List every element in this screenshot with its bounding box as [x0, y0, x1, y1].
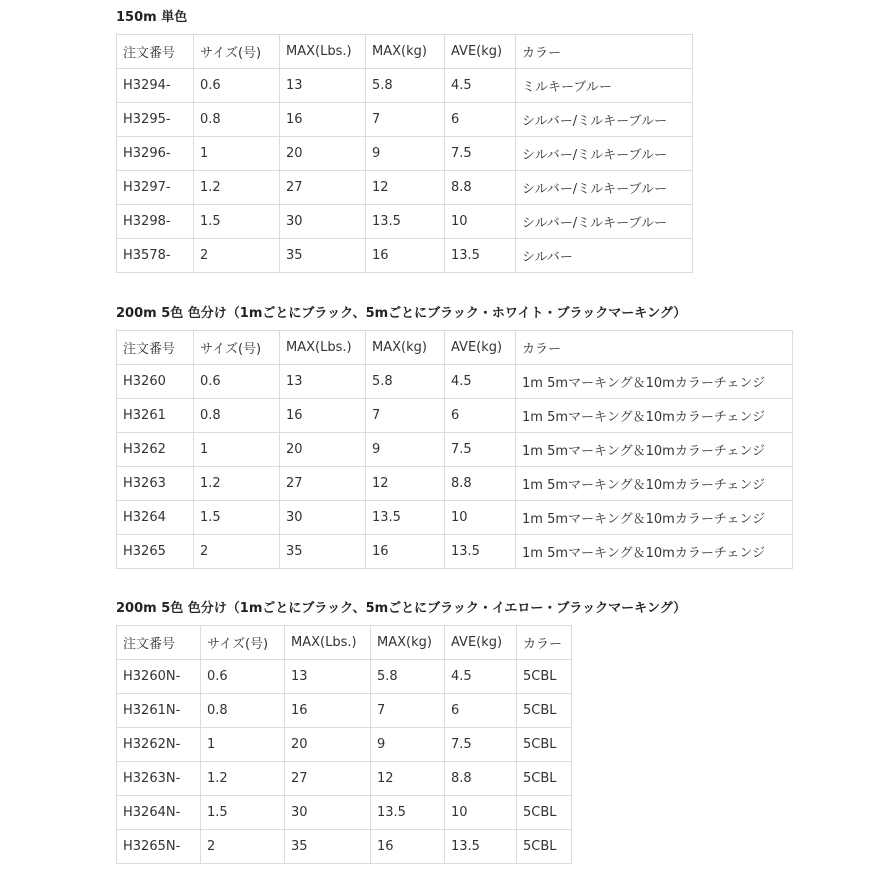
table-cell: H3262: [117, 433, 194, 467]
table-cell: 1m 5mマーキング＆10mカラーチェンジ: [516, 501, 793, 535]
table-cell: 0.8: [194, 399, 280, 433]
table-cell: 1.2: [194, 171, 280, 205]
table-cell: 20: [280, 433, 366, 467]
table-row: [117, 535, 793, 569]
section-title: 150m 単色: [116, 10, 188, 25]
table-cell: H3264N-: [117, 796, 201, 830]
column-header: MAX(Lbs.): [280, 35, 366, 69]
column-header: サイズ(号): [194, 331, 280, 365]
column-header: カラー: [516, 331, 793, 365]
column-header: MAX(kg): [366, 35, 445, 69]
table-row: [117, 171, 693, 205]
column-header: カラー: [517, 626, 572, 660]
column-header: MAX(kg): [371, 626, 445, 660]
table-cell: 13.5: [445, 239, 516, 273]
table-row: [117, 399, 793, 433]
table-row: [117, 694, 572, 728]
table-cell: 16: [366, 535, 445, 569]
table-cell: 8.8: [445, 762, 517, 796]
table-cell: H3297-: [117, 171, 194, 205]
column-header: MAX(Lbs.): [280, 331, 366, 365]
table-cell: 5CBL: [517, 830, 572, 864]
table-cell: 10: [445, 796, 517, 830]
column-header: MAX(kg): [366, 331, 445, 365]
section-150m: [116, 8, 693, 273]
table-cell: 1.5: [201, 796, 285, 830]
table-cell: 1.2: [194, 467, 280, 501]
column-header: AVE(kg): [445, 331, 516, 365]
table-row: [117, 433, 793, 467]
table-cell: 35: [285, 830, 371, 864]
table-cell: H3261N-: [117, 694, 201, 728]
table-cell: 1m 5mマーキング＆10mカラーチェンジ: [516, 433, 793, 467]
table-row: [117, 728, 572, 762]
table-cell: 2: [201, 830, 285, 864]
table-cell: 16: [371, 830, 445, 864]
table-cell: 13.5: [445, 535, 516, 569]
table-cell: 35: [280, 239, 366, 273]
table-cell: 2: [194, 239, 280, 273]
table-cell: シルバー/ミルキーブルー: [516, 137, 693, 171]
column-header: MAX(Lbs.): [285, 626, 371, 660]
table-cell: 1m 5mマーキング＆10mカラーチェンジ: [516, 399, 793, 433]
table-cell: 5.8: [371, 660, 445, 694]
table-cell: 13.5: [445, 830, 517, 864]
table-cell: 1.5: [194, 205, 280, 239]
table-cell: H3263N-: [117, 762, 201, 796]
table-cell: 5CBL: [517, 796, 572, 830]
table-cell: 0.8: [194, 103, 280, 137]
table-row: [117, 796, 572, 830]
table-row: [117, 830, 572, 864]
table-cell: シルバー: [516, 239, 693, 273]
table-cell: 7.5: [445, 433, 516, 467]
table-cell: 30: [285, 796, 371, 830]
table-cell: 16: [366, 239, 445, 273]
table-cell: H3262N-: [117, 728, 201, 762]
table-cell: 7.5: [445, 728, 517, 762]
table-cell: 8.8: [445, 171, 516, 205]
table-cell: 1: [194, 433, 280, 467]
table-cell: H3265: [117, 535, 194, 569]
table-cell: 27: [280, 467, 366, 501]
table-cell: H3260N-: [117, 660, 201, 694]
table-row: [117, 501, 793, 535]
table-cell: 12: [366, 171, 445, 205]
table-cell: 9: [371, 728, 445, 762]
table-cell: 30: [280, 501, 366, 535]
table-cell: 27: [285, 762, 371, 796]
column-header: サイズ(号): [194, 35, 280, 69]
table-row: [117, 205, 693, 239]
table-cell: 7: [366, 399, 445, 433]
section-title: 200m 5色 色分け（1mごとにブラック、5mごとにブラック・ホワイト・ブラックマーキング）: [116, 306, 687, 321]
table-cell: 20: [280, 137, 366, 171]
table-cell: 13.5: [366, 205, 445, 239]
table-cell: 20: [285, 728, 371, 762]
table-cell: 16: [285, 694, 371, 728]
table-cell: H3295-: [117, 103, 194, 137]
table-cell: 5.8: [366, 69, 445, 103]
table-row: [117, 762, 572, 796]
table-row: [117, 69, 693, 103]
spec-table: [116, 625, 572, 864]
table-cell: 2: [194, 535, 280, 569]
table-cell: シルバー/ミルキーブルー: [516, 205, 693, 239]
table-cell: 5.8: [366, 365, 445, 399]
table-cell: 5CBL: [517, 694, 572, 728]
table-cell: 10: [445, 205, 516, 239]
table-cell: 30: [280, 205, 366, 239]
table-cell: 1m 5mマーキング＆10mカラーチェンジ: [516, 365, 793, 399]
table-cell: 1: [201, 728, 285, 762]
table-header-row: [117, 35, 693, 69]
table-cell: 13.5: [371, 796, 445, 830]
table-cell: 4.5: [445, 365, 516, 399]
table-cell: H3263: [117, 467, 194, 501]
table-cell: ミルキーブルー: [516, 69, 693, 103]
table-cell: 7.5: [445, 137, 516, 171]
spec-table: [116, 330, 793, 569]
table-cell: 13: [285, 660, 371, 694]
table-row: [117, 365, 793, 399]
table-row: [117, 467, 793, 501]
table-row: [117, 660, 572, 694]
table-row: [117, 239, 693, 273]
table-cell: 12: [371, 762, 445, 796]
table-cell: H3296-: [117, 137, 194, 171]
table-row: [117, 137, 693, 171]
table-row: [117, 103, 693, 137]
table-cell: 13: [280, 69, 366, 103]
table-cell: 0.6: [194, 365, 280, 399]
column-header: カラー: [516, 35, 693, 69]
table-cell: 0.6: [201, 660, 285, 694]
table-cell: 16: [280, 399, 366, 433]
table-cell: 16: [280, 103, 366, 137]
table-cell: 13.5: [366, 501, 445, 535]
table-cell: 6: [445, 694, 517, 728]
table-cell: 9: [366, 137, 445, 171]
table-cell: 8.8: [445, 467, 516, 501]
table-cell: 5CBL: [517, 728, 572, 762]
table-cell: H3298-: [117, 205, 194, 239]
table-cell: 0.8: [201, 694, 285, 728]
table-cell: 0.6: [194, 69, 280, 103]
table-cell: 1.5: [194, 501, 280, 535]
section-200m-white-marking: [116, 304, 793, 569]
table-cell: 4.5: [445, 660, 517, 694]
section-title: 200m 5色 色分け（1mごとにブラック、5mごとにブラック・イエロー・ブラックマーキング）: [116, 601, 687, 616]
table-cell: シルバー/ミルキーブルー: [516, 103, 693, 137]
table-cell: H3265N-: [117, 830, 201, 864]
table-cell: 1m 5mマーキング＆10mカラーチェンジ: [516, 535, 793, 569]
column-header: AVE(kg): [445, 626, 517, 660]
table-header-row: [117, 626, 572, 660]
table-cell: 35: [280, 535, 366, 569]
table-cell: 1: [194, 137, 280, 171]
table-cell: H3294-: [117, 69, 194, 103]
table-cell: 9: [366, 433, 445, 467]
table-cell: 7: [371, 694, 445, 728]
table-cell: H3260: [117, 365, 194, 399]
table-cell: 1m 5mマーキング＆10mカラーチェンジ: [516, 467, 793, 501]
column-header: サイズ(号): [201, 626, 285, 660]
table-cell: 5CBL: [517, 762, 572, 796]
table-cell: 10: [445, 501, 516, 535]
column-header: 注文番号: [117, 331, 194, 365]
column-header: AVE(kg): [445, 35, 516, 69]
table-cell: 13: [280, 365, 366, 399]
spec-table: [116, 34, 693, 273]
table-cell: 5CBL: [517, 660, 572, 694]
column-header: 注文番号: [117, 35, 194, 69]
section-200m-yellow-marking: [116, 599, 686, 864]
table-cell: シルバー/ミルキーブルー: [516, 171, 693, 205]
table-cell: H3261: [117, 399, 194, 433]
column-header: 注文番号: [117, 626, 201, 660]
table-cell: 1.2: [201, 762, 285, 796]
table-cell: 7: [366, 103, 445, 137]
table-cell: H3578-: [117, 239, 194, 273]
table-cell: 6: [445, 399, 516, 433]
table-cell: 6: [445, 103, 516, 137]
table-header-row: [117, 331, 793, 365]
table-cell: H3264: [117, 501, 194, 535]
table-cell: 4.5: [445, 69, 516, 103]
table-cell: 27: [280, 171, 366, 205]
table-cell: 12: [366, 467, 445, 501]
